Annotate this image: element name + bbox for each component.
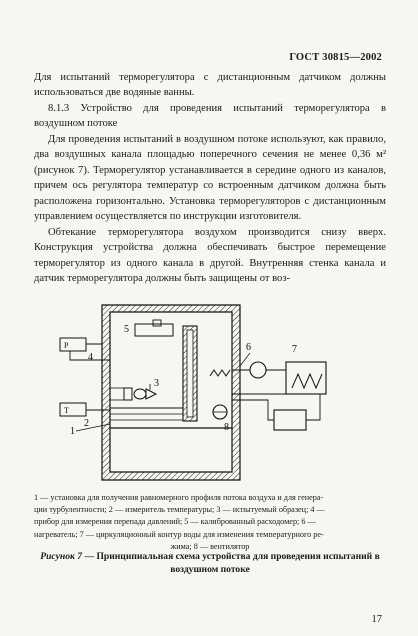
- paragraph-air-flow: Обтекание терморегулятора воздухом производится снизу вверх. Конструкция устройства должна обеспечивать быстрое перемещение терморегулятор из одного канала в другой. Внутренняя стенка канала и датчик терморегулятора должны быть защищены от воз-: [34, 227, 386, 285]
- standard-header: ГОСТ 30815—2002: [289, 52, 382, 63]
- legend-line: жима; 8 — вентилятор: [170, 541, 250, 551]
- figure-label-5: 5: [124, 324, 129, 335]
- channel-outer-wall: [102, 305, 240, 480]
- section-8-1-3-heading: 8.1.3 Устройство для проведения испытаний терморегулятора в воздушном потоке: [34, 103, 386, 130]
- legend-line: 1 — установка для получения равномерного профиля потока воздуха и для генера-: [34, 493, 324, 502]
- water-pump-7: [250, 362, 266, 378]
- figure-label-8: 8: [224, 422, 229, 433]
- caption-text: — Принципиальная схема устройства для проведения испытаний в воздушном потоке: [82, 551, 380, 575]
- paragraph-water-baths: Для испытаний терморегулятора с дистанционным датчиком должны использоваться две водяные ванны.: [34, 72, 386, 99]
- figure-label-3: 3: [154, 378, 159, 389]
- legend-line: прибор для измерения перепада давлений; 5 — калиброванный расходомер; 6 —: [34, 517, 316, 527]
- figure-caption: [34, 551, 386, 577]
- figure-label-1: 1: [70, 426, 75, 437]
- schematic-diagram: [50, 300, 330, 490]
- figure-label-6: 6: [246, 342, 251, 353]
- paragraph-air-channels: Для проведения испытаний в воздушном потоке используют, как правило, два воздушных канала площадью поперечного сечения не менее 0,36 м² (рисунок 7). Терморегулятор устанавливается в середине одного из каналов, причем ось регулятора температур со встроенным датчиком должна быть расположена горизонтально. Установка терморегуляторов с дистанционным управлением осуществляется по инструкции изготовителя.: [34, 134, 386, 223]
- page-number: 17: [371, 614, 382, 625]
- legend-line: нагреватель; 7 — циркуляционный контур воды для изменения температурного ре-: [34, 529, 324, 539]
- water-bath-lower: [274, 410, 306, 430]
- figure-label-4: 4: [88, 352, 93, 363]
- caption-label: Рисунок 7: [40, 551, 83, 562]
- figure-legend: [34, 492, 386, 553]
- figure-label-7: 7: [292, 344, 297, 355]
- heater-6: [210, 370, 230, 376]
- figure-label-2: 2: [84, 418, 89, 429]
- svg-text:T: T: [64, 406, 69, 415]
- svg-text:P: P: [64, 341, 69, 350]
- specimen-3: [124, 388, 132, 400]
- legend-line: ции турбулентности; 2 — измеритель температуры; 3 — испытуемый образец; 4 —: [34, 505, 325, 515]
- figure-7-schematic: [50, 300, 330, 490]
